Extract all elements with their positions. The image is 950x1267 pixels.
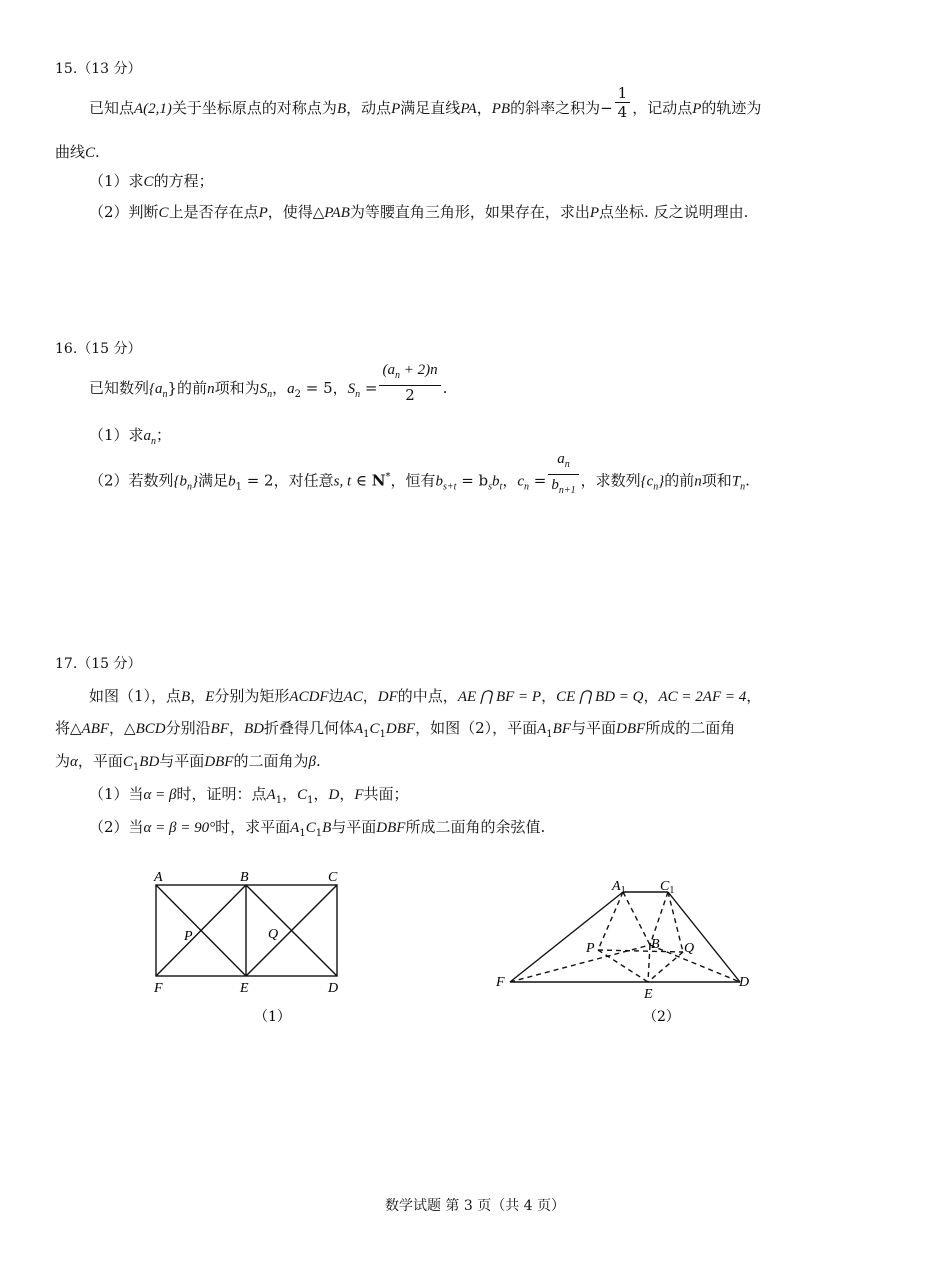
segment-A1P	[598, 892, 623, 950]
label-A1: $A_1$	[612, 879, 626, 896]
q15-part1: （1）求C的方程；	[89, 172, 214, 190]
q17-line2: 将△ABF，△BCD分别沿BF，BD折叠得几何体$A_1C_1DBF$，如图（2），平面$A_1BF$与平面DBF所成的二面角	[55, 719, 736, 740]
label-Q: Q	[684, 941, 695, 956]
figure-2-solid	[490, 870, 760, 1030]
q16-part2: （2）若数列$\{b_n\}$满足$b_1 = 2$，对任意s, t ∈ N*，恒有$b_{s+t} = b_sb_t$，$c_n$ = $\frac{a_n}{b_{n+1}}$ ，求数列$\{c_n\}$的前n项和$T_n$.	[89, 451, 750, 496]
segment-BD	[650, 945, 740, 982]
q17-line3: 为α，平面$C_1BD$与平面DBF的二面角为β.	[55, 752, 321, 773]
q16-line1: 已知数列$\{a_n\}$的前n项和为$S_n$，$a_2 = 5$，$S_n$ = $\frac{(a_n + 2)n}{2}$ .	[89, 362, 448, 404]
page-footer: 数学试题 第 3 页（共 4 页）	[384, 1198, 566, 1214]
q15-header: 15.（13 分）	[55, 61, 142, 77]
label-Q: Q	[268, 927, 279, 942]
label-B: B	[240, 870, 249, 885]
label-P: P	[184, 929, 193, 944]
q17-part1: （1）当α = β时，证明：点$A_1$，$C_1$，D，F共面；	[89, 785, 409, 806]
q16-header: 16.（15 分）	[55, 341, 142, 357]
label-C: C	[328, 870, 338, 885]
segment-PE	[598, 950, 648, 982]
q17-line1: 如图（1），点B，E分别为矩形ACDF边AC，DF的中点，AE ⋂ BF = P，CE ⋂ BD = Q，AC = 2AF = 4，	[89, 687, 762, 705]
label-A: A	[154, 870, 163, 885]
label-F: F	[496, 975, 505, 990]
label-E: E	[644, 987, 653, 1002]
label-E: E	[240, 981, 249, 996]
q15-line2: 曲线C.	[55, 143, 100, 161]
label-D: D	[739, 975, 750, 990]
label-D: D	[328, 981, 339, 996]
q15-line1: 已知点A(2,1)关于坐标原点的对称点为B，动点P满足直线PA，PB的斜率之积为− $\frac{1}{4}$ ，记动点P的轨迹为	[89, 83, 762, 121]
q17-header: 17.（15 分）	[55, 656, 142, 672]
segment-BE	[648, 945, 650, 982]
segment-FA1	[510, 892, 623, 982]
q15-part2: （2）判断C上是否存在点P，使得△PAB为等腰直角三角形，如果存在，求出P点坐标. 反之说明理由.	[89, 203, 749, 221]
q17-part2: （2）当α = β = 90°时，求平面$A_1C_1B$与平面DBF所成二面角的余弦值.	[89, 818, 546, 839]
label-C1: $C_1$	[660, 879, 675, 896]
segment-PQ	[598, 950, 683, 952]
q16-part1: （1）求$a_n$；	[89, 426, 172, 447]
label-F: F	[154, 981, 163, 996]
figure-2-caption: （2）	[643, 1009, 680, 1025]
figure-1-caption: （1）	[254, 1009, 291, 1025]
figure-1-rectangle	[140, 865, 360, 1030]
label-B: B	[651, 937, 660, 952]
label-P: P	[586, 941, 595, 956]
segment-A1B	[623, 892, 650, 945]
